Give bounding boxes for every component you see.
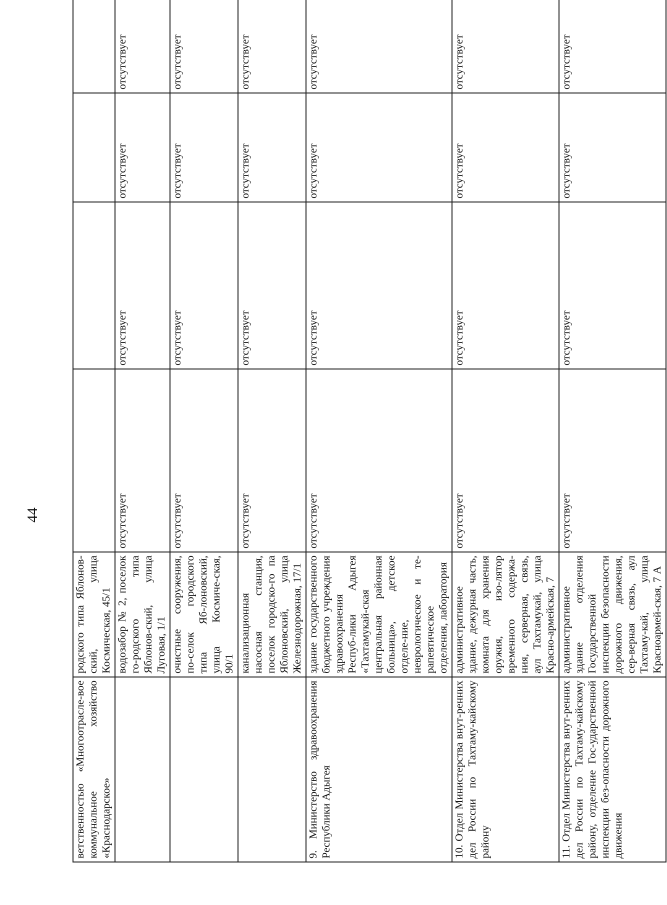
- object-cell: административное здание, дежурная часть, комната для хранения оружия, изо-лятор временного содержа-ния, серверная, связь, аул Тахтамукай, улица Красно-армейская, 7: [452, 552, 559, 677]
- table-row: [452, 0, 559, 862]
- org-cell: [238, 677, 306, 862]
- org-cell: 10. Отдел Министерства внут-ренних дел России по Тахтаму-кайскому району: [452, 677, 559, 862]
- status-cell: отсутствует: [306, 0, 452, 93]
- status-cell: [73, 93, 115, 202]
- table-row: [306, 0, 452, 862]
- status-cell: отсутствует: [115, 369, 170, 552]
- status-cell: отсутствует: [452, 0, 559, 93]
- status-cell: отсутствует: [452, 202, 559, 369]
- status-cell: отсутствует: [115, 0, 170, 93]
- status-cell: отсутствует: [559, 202, 666, 369]
- status-cell: [73, 202, 115, 369]
- status-cell: отсутствует: [115, 202, 170, 369]
- status-cell: отсутствует: [452, 369, 559, 552]
- page-number: 44: [25, 507, 41, 523]
- status-cell: отсутствует: [238, 0, 306, 93]
- status-cell: отсутствует: [306, 202, 452, 369]
- status-cell: отсутствует: [238, 202, 306, 369]
- status-cell: отсутствует: [170, 93, 238, 202]
- status-cell: отсутствует: [306, 93, 452, 202]
- org-cell: 9. Министерство здравоохранения Республики Адыгея: [306, 677, 452, 862]
- status-cell: отсутствует: [115, 93, 170, 202]
- status-cell: отсутствует: [238, 93, 306, 202]
- table-row: [170, 0, 238, 862]
- status-cell: отсутствует: [170, 202, 238, 369]
- org-cell: 11. Отдел Министерства внут-ренних дел России по Тахтаму-кайскому району, отделение Гос-ударственной инспекции без-опасности дорожного движения: [559, 677, 666, 862]
- status-cell: отсутствует: [452, 93, 559, 202]
- object-cell: очистные сооружения, по-селок городского типа Яб-лоновский, улица Космиче-ская, 90/1: [170, 552, 238, 677]
- status-cell: отсутствует: [559, 369, 666, 552]
- rotated-table-page: [73, 33, 664, 863]
- org-cell: [115, 677, 170, 862]
- objects-table: [73, 0, 667, 863]
- status-cell: отсутствует: [170, 369, 238, 552]
- status-cell: [73, 0, 115, 93]
- table-row: [238, 0, 306, 862]
- object-cell: здание государственного бюджетного учреждения здравоохранения Респуб-лики Адыгея «Тахтамукай-ская центральная районная больница», детское отделе-ние, неврологическое и те-рапевтическое отделения, лаборатория: [306, 552, 452, 677]
- table-row: [115, 0, 170, 862]
- org-cell: ветственностью «Многоотрасле-вое коммунальное хозяйство «Краснодарское»: [73, 677, 115, 862]
- status-cell: отсутствует: [306, 369, 452, 552]
- object-cell: административное здание отделения Государственной инспекции безопасности дорожного движения, сер-верная связь, аул Тахтаму-кай, улица Красноармей-ская, 7 А: [559, 552, 666, 677]
- table-row: [73, 0, 115, 862]
- object-cell: водозабор № 2, поселок го-родского типа Яблонов-ский, улица Луговая, 1/1: [115, 552, 170, 677]
- status-cell: отсутствует: [170, 0, 238, 93]
- status-cell: отсутствует: [559, 0, 666, 93]
- status-cell: [73, 369, 115, 552]
- status-cell: отсутствует: [238, 369, 306, 552]
- object-cell: канализационная насосная станция, поселок городско-го па Яблоновский, улица Железнодорожная, 17/1: [238, 552, 306, 677]
- object-cell: родского типа Яблонов-ский, улица Космическая, 45/1: [73, 552, 115, 677]
- status-cell: отсутствует: [559, 93, 666, 202]
- table-row: [559, 0, 666, 862]
- org-cell: [170, 677, 238, 862]
